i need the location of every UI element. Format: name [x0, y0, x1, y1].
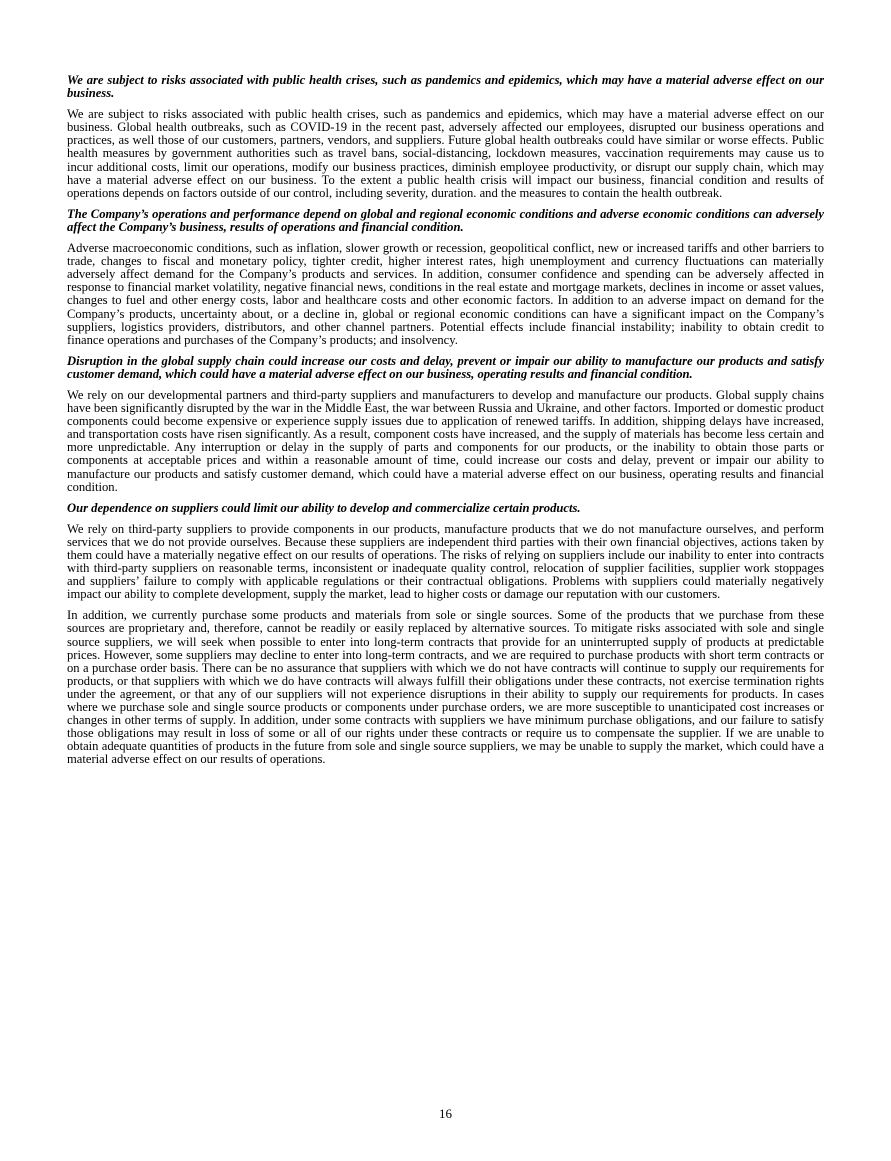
page-number: 16 — [439, 1106, 452, 1121]
section-heading-economic-conditions: The Company’s operations and performance depend on global and regional economic conditions and adverse economic conditions can adversely affect the Company’s business, results of operations and financial condition. — [67, 206, 824, 234]
paragraph-supply-chain: We rely on our developmental partners and third-party suppliers and manufacturers to develop and manufacture our products. Global supply chains have been significantly disrupted by the war in the Middle East, the war between Russia and Ukraine, and other factors. Imported or domestic product components could become expensive or experience supply issues due to application of renewed tariffs. In addition, shipping delays have increased, and transportation costs have risen significantly. As a result, component costs have increased, and the supply of materials has become less certain and more unpredictable. Any interruption or delay in the supply of parts and components for our products, or the inability to obtain those parts or components at acceptable prices and within a reasonable amount of time, could increase our costs and delay, prevent or impair our ability to manufacture our products and satisfy customer demand, which could have a material adverse effect on our business, operating results and financial condition. — [67, 387, 824, 494]
paragraph-economic-conditions: Adverse macroeconomic conditions, such as inflation, slower growth or recession, geopolitical conflict, new or increased tariffs and other barriers to trade, changes to fiscal and monetary policy, tighter credit, higher interest rates, high unemployment and currency fluctuations can materially adversely affect demand for the Company’s products and services. In addition, consumer confidence and spending can be adversely affected in response to financial market volatility, negative financial news, conditions in the real estate and mortgage markets, declines in income or asset values, changes to fuel and other energy costs, labor and healthcare costs and other economic factors. In addition to an adverse impact on demand for the Company’s products, uncertainty about, or a decline in, global or regional economic conditions can have a significant impact on the Company’s suppliers, logistics providers, distributors, and other channel partners. Potential effects include financial instability; inability to obtain credit to finance operations and purchases of the Company’s products; and insolvency. — [67, 241, 824, 347]
section-heading-supply-chain: Disruption in the global supply chain could increase our costs and delay, prevent or impair our ability to manufacture our products and satisfy customer demand, which could have a material adverse effect on our business, operating results and financial condition. — [67, 353, 824, 381]
section-heading-public-health: We are subject to risks associated with public health crises, such as pandemics and epidemics, which may have a material adverse effect on our business. — [67, 73, 824, 101]
paragraph-public-health: We are subject to risks associated with public health crises, such as pandemics and epidemics, which may have a material adverse effect on our business. Global health outbreaks, such as COVID-19 in the recent past, adversely affected our employees, disrupted our business operations and practices, as well those of our customers, partners, vendors, and suppliers. Future global health outbreaks could have similar or worse effects. Public health measures by government authorities such as travel bans, social-distancing, lockdown measures, vaccination requirements may cause us to incur additional costs, limit our operations, modify our business practices, diminish employee productivity, or disrupt our supply chain, which may have a material adverse effect on our business. To the extent a public health crisis will impact our business, financial condition and results of operations depends on factors outside of our control, including severity, duration. and the measures to contain the health outbreak. — [67, 107, 824, 200]
section-heading-supplier-dependence: Our dependence on suppliers could limit our ability to develop and commercialize certain products. — [67, 500, 581, 515]
document-page — [67, 74, 824, 775]
paragraph-supplier-dependence: We rely on third-party suppliers to provide components in our products, manufacture products that we do not manufacture ourselves, and perform services that we do not provide ourselves. Because these suppliers are independent third parties with their own financial objectives, actions taken by them could have a materially negative effect on our results of operations. The risks of relying on suppliers include our inability to enter into contracts with third-party suppliers on reasonable terms, inconsistent or inadequate quality control, relocation of supplier facilities, supplier work stoppages and suppliers’ failure to comply with applicable regulations or their contractual obligations. Problems with suppliers could materially negatively impact our ability to complete development, supply the market, lead to higher costs or damage our reputation with our customers. — [67, 521, 824, 602]
paragraph-sole-source-suppliers: In addition, we currently purchase some products and materials from sole or single sources. Some of the products that we purchase from these sources are proprietary and, therefore, cannot be readily or easily replaced by alternative sources. To mitigate risks associated with sole and single source suppliers, we will seek when possible to enter into long-term contracts that provide for an uninterrupted supply of products at predictable prices. However, some suppliers may decline to enter into long-term contracts, and we are required to purchase products with short term contracts or on a purchase order basis. There can be no assurance that suppliers with which we do not have contracts will continue to supply our requirements for products, or that suppliers with which we do have contracts will always fulfill their obligations under these contracts, not exercise termination rights under the agreement, or that any of our suppliers will not experience disruptions in their ability to supply our requirements for products. In cases where we purchase sole and single source products or components under purchase orders, we are more susceptible to unanticipated cost increases or changes in other terms of supply. In addition, under some contracts with suppliers we have minimum purchase obligations, and our failure to satisfy those obligations may result in loss of some or all of our rights under these contracts or require us to compensate the supplier. If we are unable to obtain adequate quantities of products in the future from sole and single source suppliers, we may be unable to supply the market, which could have a material adverse effect on our results of operations. — [67, 608, 824, 767]
